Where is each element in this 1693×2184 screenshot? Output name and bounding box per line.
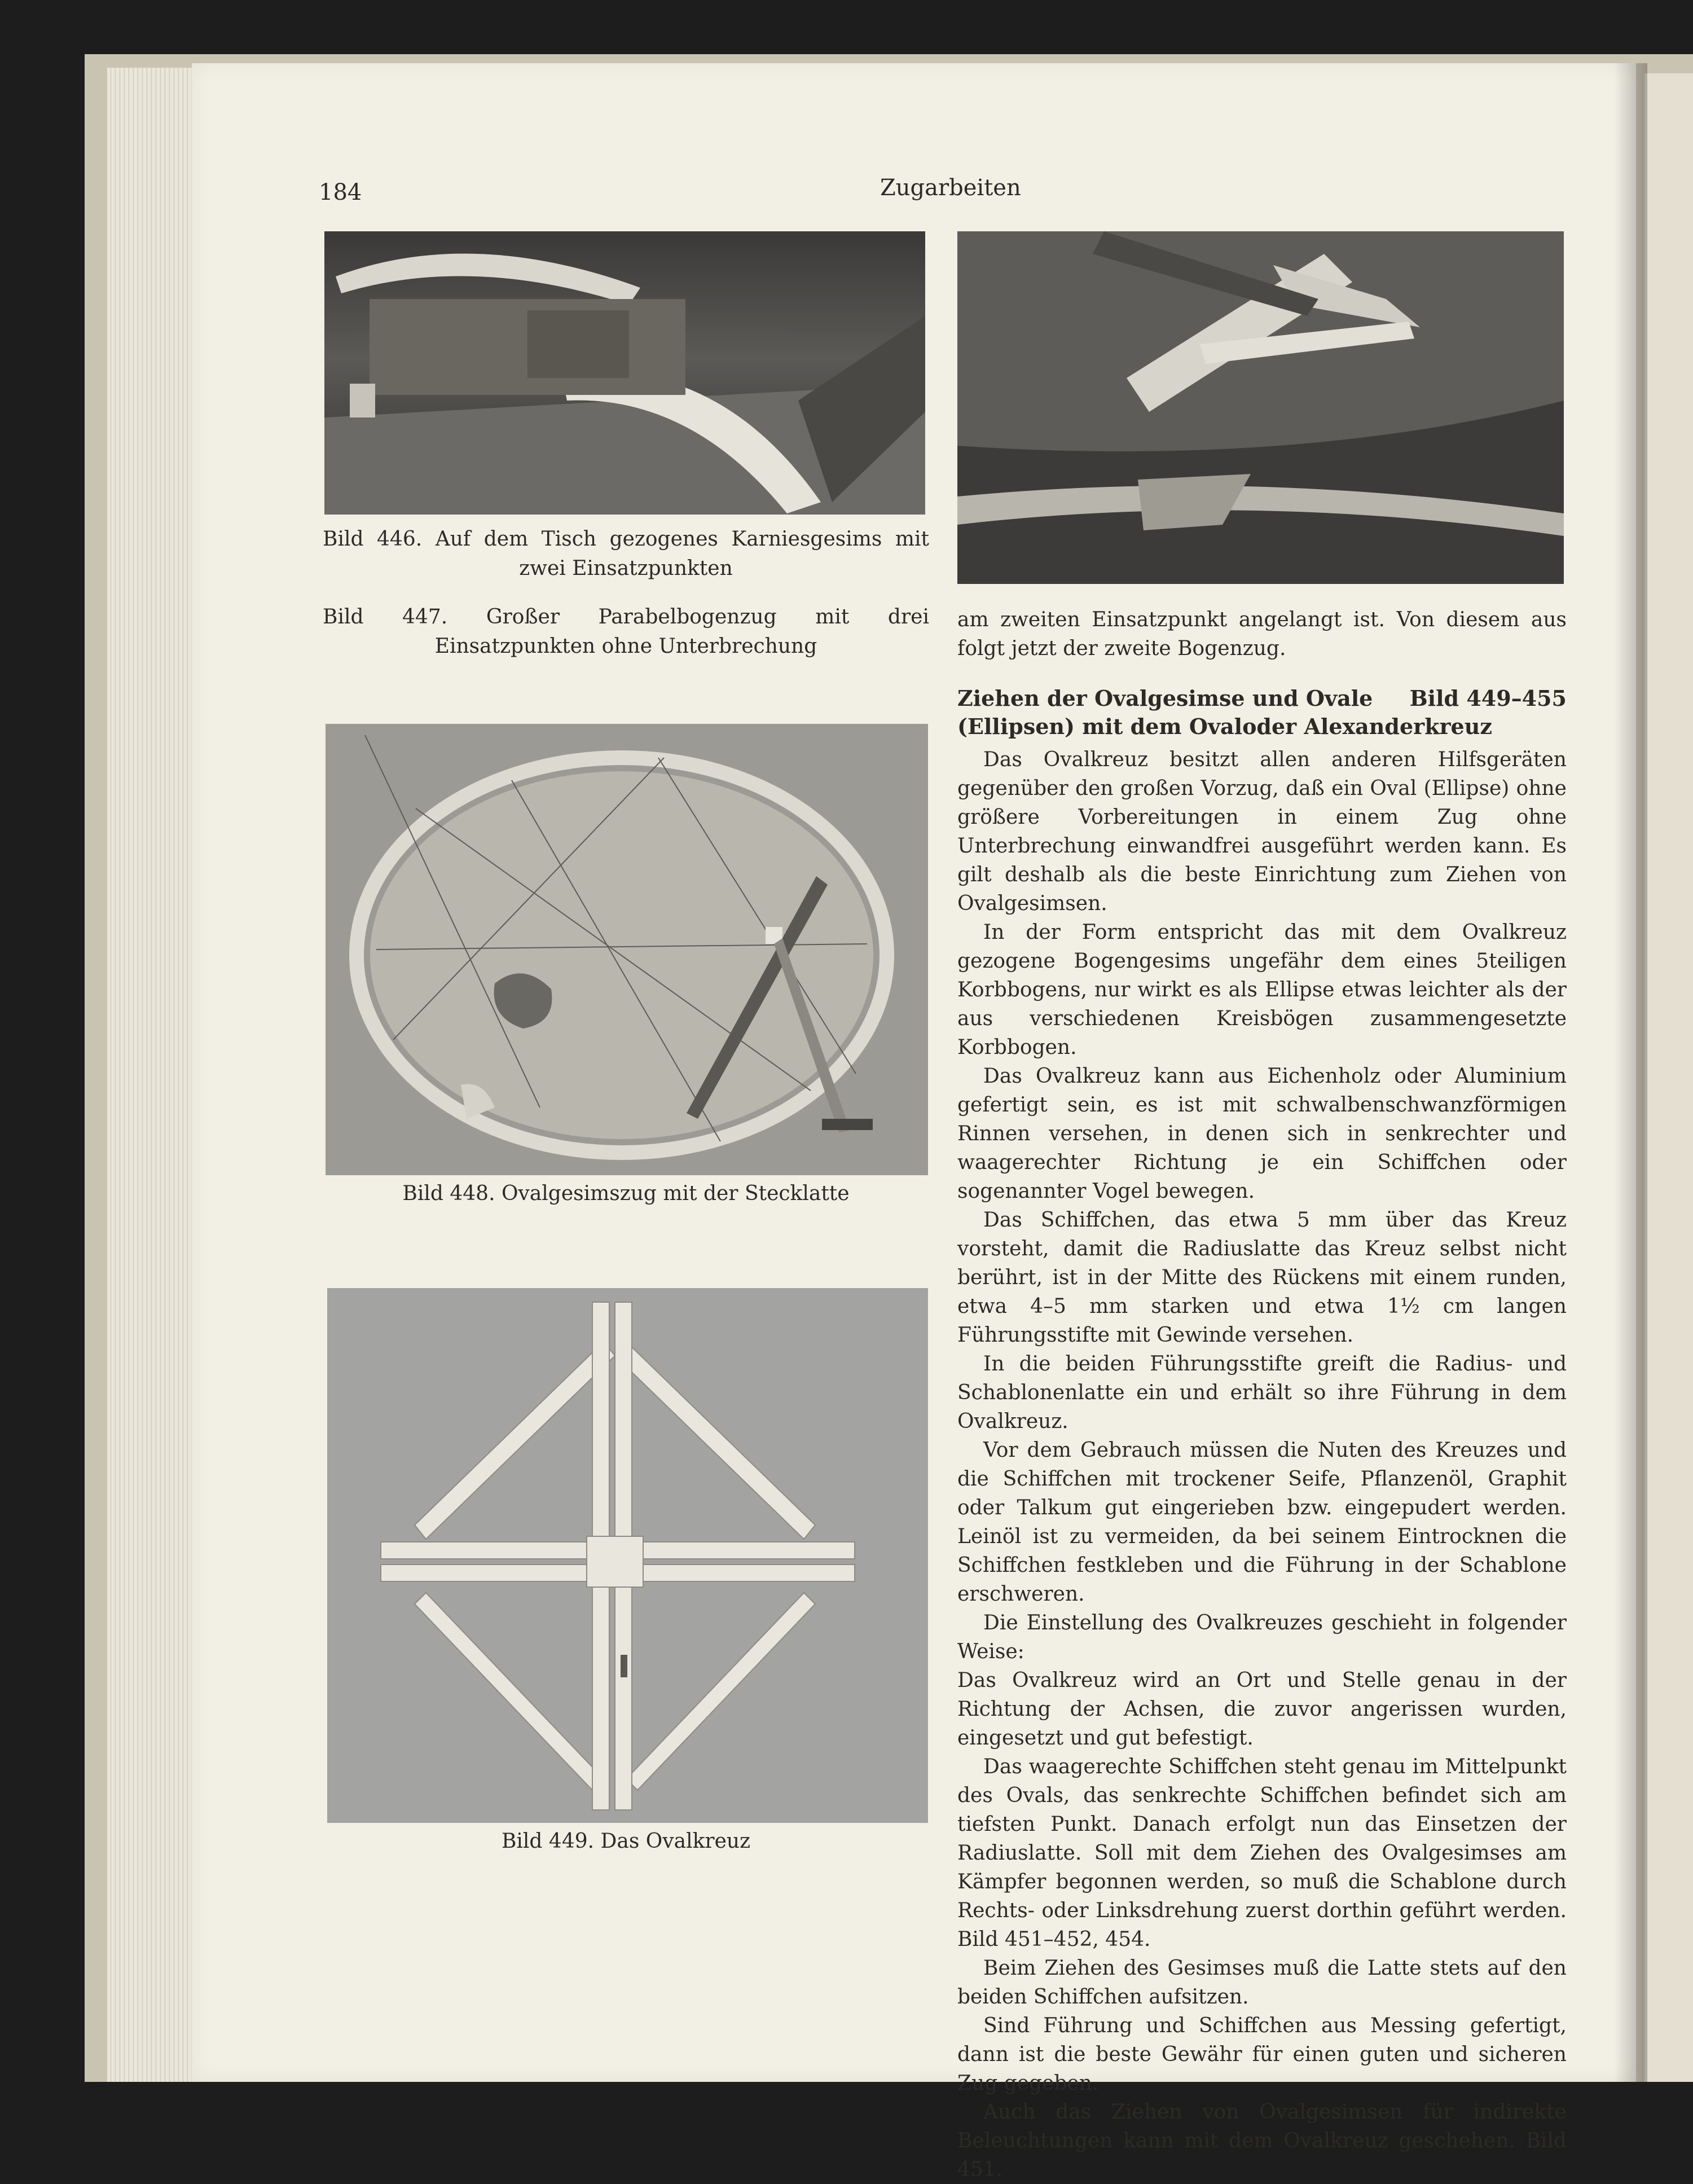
page-number: 184 <box>319 179 362 205</box>
paragraph: Das Ovalkreuz besitzt allen anderen Hilfsgeräten gegenüber den großen Vorzug, daß ein Oval (Ellipse) ohne größere Vorbereitungen in einem Zug ohne Unterbrechung einwandfrei ausgeführt werden kann. Es gilt deshalb als die beste Einrichtung zum Ziehen von Ovalgesimsen. <box>957 748 1567 915</box>
section-heading <box>957 684 1567 741</box>
paragraph: Das Schiffchen, das etwa 5 mm über das Kreuz vorsteht, damit die Radiuslatte das Kreuz selbst nicht berührt, ist in der Mitte des Rückens mit einem runden, etwa 4–5 mm starken und etwa 1½ cm langen Führungsstifte mit Gewinde versehen. <box>957 1209 1567 1347</box>
figure-446-photo <box>324 231 925 515</box>
section-heading-text: Ziehen der Ovalgesimse und Ovale (Ellipsen) mit dem Ovaloder Alexanderkreuz <box>957 685 1492 739</box>
figure-449-photo <box>327 1288 928 1823</box>
page-edges <box>107 68 203 2082</box>
paragraph: Beim Ziehen des Gesimses muß die Latte stets auf den beiden Schiffchen aufsitzen. <box>957 1957 1567 2009</box>
running-head: Zugarbeiten <box>880 175 1021 201</box>
right-text-column <box>957 605 1567 2184</box>
paragraph: Das Ovalkreuz kann aus Eichenholz oder Aluminium gefertigt sein, es ist mit schwalbenschwanzförmigen Rinnen versehen, in denen sich in senkrechter und waagerechter Richtung je ein Schiffchen oder sogenannter Vogel bewegen. <box>957 1065 1567 1203</box>
paragraph: In die beiden Führungsstifte greift die Radius- und Schablonenlatte ein und erhält so ihre Führung in dem Ovalkreuz. <box>957 1352 1567 1433</box>
facing-page-edge <box>1644 73 1693 2082</box>
paragraph: Das Ovalkreuz wird an Ort und Stelle genau in der Richtung der Achsen, die zuvor angerissen wurden, eingesetzt und gut befestigt. <box>957 1669 1567 1750</box>
figure-448-photo <box>326 724 928 1175</box>
continuation-paragraph: am zweiten Einsatzpunkt angelangt ist. Von diesem aus folgt jetzt der zweite Bogenzug. <box>957 608 1567 660</box>
figure-447-caption: Bild 447. Großer Parabelbogenzug mit drei Einsatzpunkten ohne Unterbrechung <box>323 605 929 658</box>
section-heading-reference: Bild 449–455 <box>1409 685 1567 711</box>
gutter-shadow <box>1613 63 1647 2082</box>
figure-449-caption: Bild 449. Das Ovalkreuz <box>501 1830 751 1853</box>
paragraph: Auch das Ziehen von Ovalgesimsen für indirekte Beleuchtungen kann mit dem Ovalkreuz geschehen. Bild 451. <box>957 2100 1567 2181</box>
figure-448-caption: Bild 448. Ovalgesimszug mit der Stecklatte <box>402 1182 850 1205</box>
paragraph: Sind Führung und Schiffchen aus Messing gefertigt, dann ist die beste Gewähr für einen guten und sicheren Zug gegeben. <box>957 2014 1567 2095</box>
paragraph: Das waagerechte Schiffchen steht genau im Mittelpunkt des Ovals, das senkrechte Schiffchen befindet sich am tiefsten Punkt. Danach erfolgt nun das Einsetzen der Radiuslatte. Soll mit dem Ziehen des Ovalgesimses am Kämpfer begonnen werden, so muß die Schablone durch Rechts- oder Linksdrehung zuerst dorthin geführt werden. Bild 451–452, 454. <box>957 1755 1567 1951</box>
figure-446-caption: Bild 446. Auf dem Tisch gezogenes Karniesgesims mit zwei Einsatzpunkten <box>323 528 929 580</box>
paragraph: Die Einstellung des Ovalkreuzes geschieht in folgender Weise: <box>957 1611 1567 1663</box>
paragraph: Vor dem Gebrauch müssen die Nuten des Kreuzes und die Schiffchen mit trockener Seife, Pflanzenöl, Graphit oder Talkum gut eingerieben bzw. eingepudert werden. Leinöl ist zu vermeiden, da bei seinem Eintrocknen die Schiffchen festkleben und die Führung in der Schablone erschweren. <box>957 1439 1567 1606</box>
paragraph: In der Form entspricht das mit dem Ovalkreuz gezogene Bogengesims ungefähr dem eines 5teiligen Korbbogens, nur wirkt es als Ellipse etwas leichter als der aus verschiedenen Kreisbögen zusammengesetzte Korbbogen. <box>957 921 1567 1059</box>
figure-447-photo <box>957 231 1564 584</box>
